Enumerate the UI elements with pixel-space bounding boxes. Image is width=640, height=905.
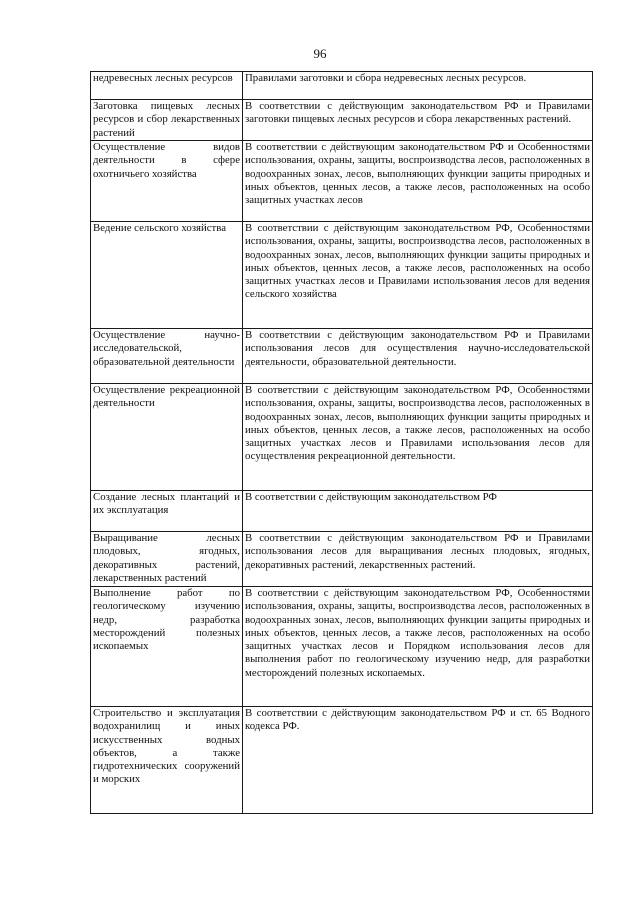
regulation-cell: В соответствии с действующим законодательством РФ и Правилами использования лесов для осуществления научно-исследовательской деятельности, образовательной деятельности. — [243, 329, 593, 384]
regulation-cell: В соответствии с действующим законодательством РФ и Правилами использования лесов для выращивания лесных плодовых, ягодных, декоративных растений, лекарственных растений. — [243, 532, 593, 587]
regulation-cell: В соответствии с действующим законодательством РФ, Особенностями использования, охраны, защиты, воспроизводства лесов, расположенных в водоохранных зонах, лесов, выполняющих функции защиты природных и иных объектов, ценных лесов, а также лесов, расположенных на особо защитных участках лесов и Правилами использования лесов для ведения сельского хозяйства — [243, 222, 593, 329]
regulation-cell: Правилами заготовки и сбора недревесных лесных ресурсов. — [243, 72, 593, 100]
activity-cell: Ведение сельского хозяйства — [91, 222, 243, 329]
page-number: 96 — [313, 46, 327, 61]
activity-cell: Строительство и эксплуатация водохранилищ и иных искусственных водных объектов, а также гидротехнических сооружений и морских — [91, 707, 243, 814]
activity-cell: недревесных лесных ресурсов — [91, 72, 243, 100]
regulation-cell: В соответствии с действующим законодательством РФ, Особенностями использования, охраны, защиты, воспроизводства лесов, расположенных в водоохранных зонах, лесов, выполняющих функции защиты природных и иных объектов, ценных лесов, а также лесов, расположенных на особо защитных участках лесов и Правилами использования лесов для осуществления рекреационной деятельности. — [243, 384, 593, 491]
regulation-cell: В соответствии с действующим законодательством РФ и Правилами заготовки пищевых лесных ресурсов и сбора лекарственных растений. — [243, 100, 593, 141]
table-row — [91, 72, 593, 100]
regulation-cell: В соответствии с действующим законодательством РФ и ст. 65 Водного кодекса РФ. — [243, 707, 593, 814]
activity-cell: Осуществление научно-исследовательской, образовательной деятельности — [91, 329, 243, 384]
activity-cell: Выполнение работ по геологическому изучению недр, разработка месторождений полезных ископаемых — [91, 587, 243, 707]
activity-cell: Заготовка пищевых лесных ресурсов и сбор лекарственных растений — [91, 100, 243, 141]
activity-cell: Осуществление видов деятельности в сфере охотничьего хозяйства — [91, 141, 243, 222]
forest-use-table — [90, 71, 593, 814]
regulation-cell: В соответствии с действующим законодательством РФ и Особенностями использования, охраны, защиты, воспроизводства лесов, расположенных в водоохранных зонах, лесов, выполняющих функции защиты природных и иных объектов, ценных лесов, а также лесов, расположенных на особо защитных участках лесов — [243, 141, 593, 222]
table-row — [91, 587, 593, 707]
regulation-cell: В соответствии с действующим законодательством РФ — [243, 491, 593, 532]
table-row — [91, 141, 593, 222]
regulation-cell: В соответствии с действующим законодательством РФ, Особенностями использования, охраны, защиты, воспроизводства лесов, расположенных в водоохранных зонах, лесов, выполняющих функции защиты природных и иных объектов, ценных лесов, а также лесов, расположенных на особо защитных участках лесов и Порядком использования лесов для выполнения работ по геологическому изучению недр, для разработки месторождений полезных ископаемых. — [243, 587, 593, 707]
activity-cell: Создание лесных плантаций и их эксплуатация — [91, 491, 243, 532]
table-row — [91, 222, 593, 329]
activity-cell: Выращивание лесных плодовых, ягодных, декоративных растений, лекарственных растений — [91, 532, 243, 587]
table-row — [91, 384, 593, 491]
table-row — [91, 707, 593, 814]
table-row — [91, 329, 593, 384]
table-row — [91, 532, 593, 587]
table-row — [91, 491, 593, 532]
activity-cell: Осуществление рекреационной деятельности — [91, 384, 243, 491]
table-row — [91, 100, 593, 141]
